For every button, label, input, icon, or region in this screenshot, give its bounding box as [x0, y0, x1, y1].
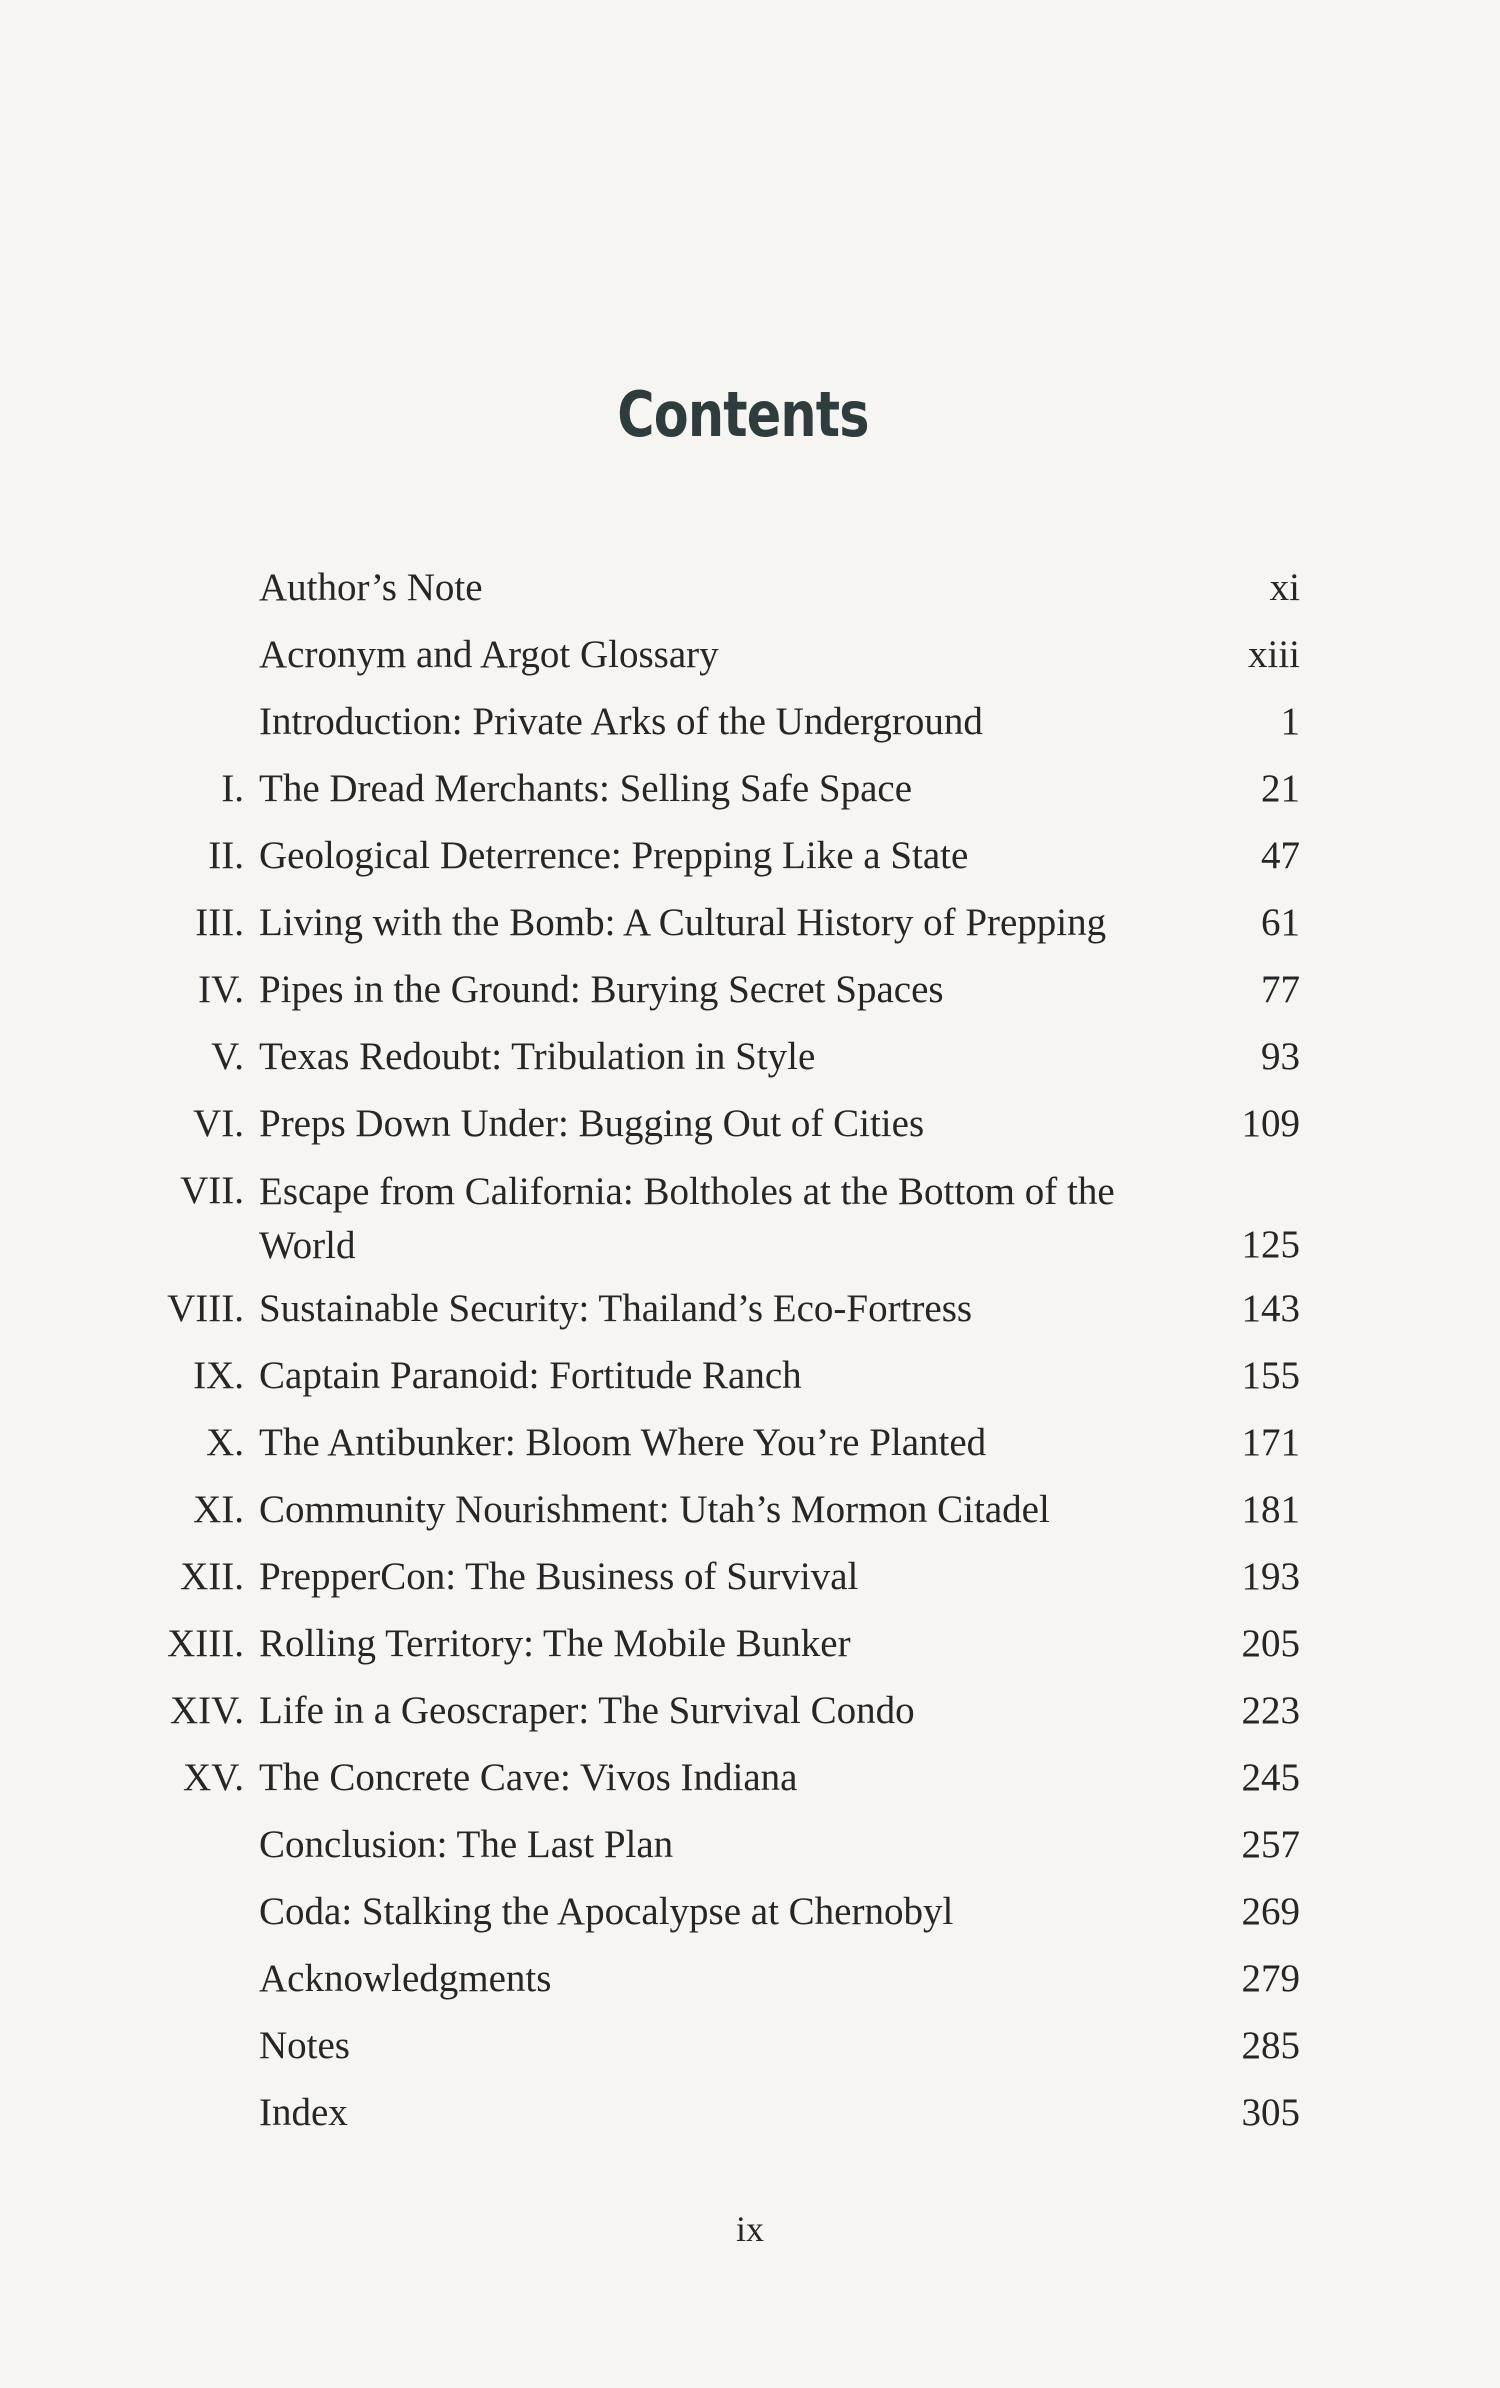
entry-title: Notes: [259, 2024, 350, 2067]
entry-page-number: 171: [1241, 1421, 1300, 1464]
toc-entry: [0, 1165, 1500, 1283]
toc-entry: [0, 1752, 1500, 1819]
toc-entry: [0, 1283, 1500, 1350]
entry-page-number: 257: [1241, 1823, 1300, 1866]
entry-title: PrepperCon: The Business of Survival: [259, 1555, 859, 1598]
chapter-number: XI.: [193, 1488, 244, 1531]
entry-page-number: 1: [1280, 700, 1300, 743]
toc-entry: [0, 1098, 1500, 1165]
entry-title: Pipes in the Ground: Burying Secret Spaces: [259, 968, 944, 1011]
toc-entry: [0, 1031, 1500, 1098]
entry-title: Acronym and Argot Glossary: [259, 633, 719, 676]
chapter-number: III.: [195, 901, 244, 944]
chapter-number: XIV.: [169, 1689, 244, 1732]
entry-page-number: 143: [1241, 1287, 1300, 1330]
chapter-number: XII.: [180, 1555, 244, 1598]
chapter-number: XIII.: [167, 1622, 244, 1665]
entry-page-number: 305: [1241, 2091, 1300, 2134]
toc-entry: [0, 562, 1500, 629]
entry-title: Author’s Note: [259, 566, 483, 609]
entry-page-number: 61: [1261, 901, 1300, 944]
page-number: ix: [735, 2209, 764, 2249]
chapter-number: VII.: [180, 1169, 244, 1212]
entry-page-number: 109: [1241, 1102, 1300, 1145]
chapter-number: VIII.: [167, 1287, 244, 1330]
toc-entry: [0, 1886, 1500, 1953]
toc-entry: [0, 1484, 1500, 1551]
entry-page-number: xiii: [1247, 633, 1300, 676]
entry-title: The Antibunker: Bloom Where You’re Planted: [259, 1421, 987, 1464]
entry-page-number: 77: [1261, 968, 1300, 1011]
entry-title: Conclusion: The Last Plan: [259, 1823, 674, 1866]
toc-entry: [0, 1953, 1500, 2020]
entry-title: Introduction: Private Arks of the Underground: [259, 700, 983, 743]
chapter-number: IX.: [193, 1354, 244, 1397]
entry-title: The Dread Merchants: Selling Safe Space: [259, 767, 913, 810]
toc-entry: [0, 830, 1500, 897]
entry-title: Rolling Territory: The Mobile Bunker: [259, 1622, 851, 1665]
toc-entry: [0, 2020, 1500, 2087]
toc-entry: [0, 897, 1500, 964]
entry-page-number: 21: [1261, 767, 1300, 810]
toc-entry: [0, 629, 1500, 696]
chapter-number: VI.: [193, 1102, 244, 1145]
entry-title: Texas Redoubt: Tribulation in Style: [259, 1035, 816, 1078]
entry-title: Preps Down Under: Bugging Out of Cities: [259, 1102, 925, 1145]
entry-page-number: 285: [1241, 2024, 1300, 2067]
chapter-number: I.: [221, 767, 244, 810]
toc-entry: [0, 964, 1500, 1031]
chapter-number: X.: [206, 1421, 244, 1464]
chapter-number: XV.: [182, 1756, 244, 1799]
entry-title: Captain Paranoid: Fortitude Ranch: [259, 1354, 802, 1397]
table-of-contents: [0, 562, 1500, 2154]
entry-page-number: 269: [1241, 1890, 1300, 1933]
entry-title: Community Nourishment: Utah’s Mormon Citadel: [259, 1488, 1050, 1531]
entry-page-number: 223: [1241, 1689, 1300, 1732]
entry-page-number: 193: [1241, 1555, 1300, 1598]
toc-entry: [0, 1618, 1500, 1685]
toc-entry: [0, 696, 1500, 763]
entry-page-number: 205: [1241, 1622, 1300, 1665]
entry-page-number: 279: [1241, 1957, 1300, 2000]
entry-title: Living with the Bomb: A Cultural History of Prepping: [259, 901, 1107, 944]
entry-title: Coda: Stalking the Apocalypse at Chernobyl: [259, 1890, 954, 1933]
entry-page-number: 93: [1261, 1035, 1300, 1078]
toc-entry: [0, 1551, 1500, 1618]
toc-entry: [0, 1685, 1500, 1752]
entry-page-number: xi: [1269, 566, 1300, 609]
entry-title: Geological Deterrence: Prepping Like a State: [259, 834, 969, 877]
toc-entry: [0, 2087, 1500, 2154]
toc-entry: [0, 1417, 1500, 1484]
entry-title: Life in a Geoscraper: The Survival Condo: [259, 1689, 915, 1732]
entry-page-number: 155: [1241, 1354, 1300, 1397]
entry-page-number: 125: [1241, 1223, 1300, 1266]
entry-title: Acknowledgments: [259, 1957, 552, 2000]
chapter-number: II.: [208, 834, 244, 877]
chapter-number: V.: [211, 1035, 244, 1078]
entry-page-number: 47: [1261, 834, 1300, 877]
entry-page-number: 245: [1241, 1756, 1300, 1799]
entry-page-number: 181: [1241, 1488, 1300, 1531]
entry-title: Index: [259, 2091, 348, 2134]
chapter-number: IV.: [198, 968, 244, 1011]
entry-title: Sustainable Security: Thailand’s Eco-Fortress: [259, 1287, 973, 1330]
entry-title: Escape from California: Boltholes at the Bottom of the World: [259, 1170, 1115, 1267]
toc-entry: [0, 763, 1500, 830]
toc-entry: [0, 1350, 1500, 1417]
page-title: Contents: [617, 378, 869, 451]
toc-entry: [0, 1819, 1500, 1886]
entry-title: The Concrete Cave: Vivos Indiana: [259, 1756, 798, 1799]
